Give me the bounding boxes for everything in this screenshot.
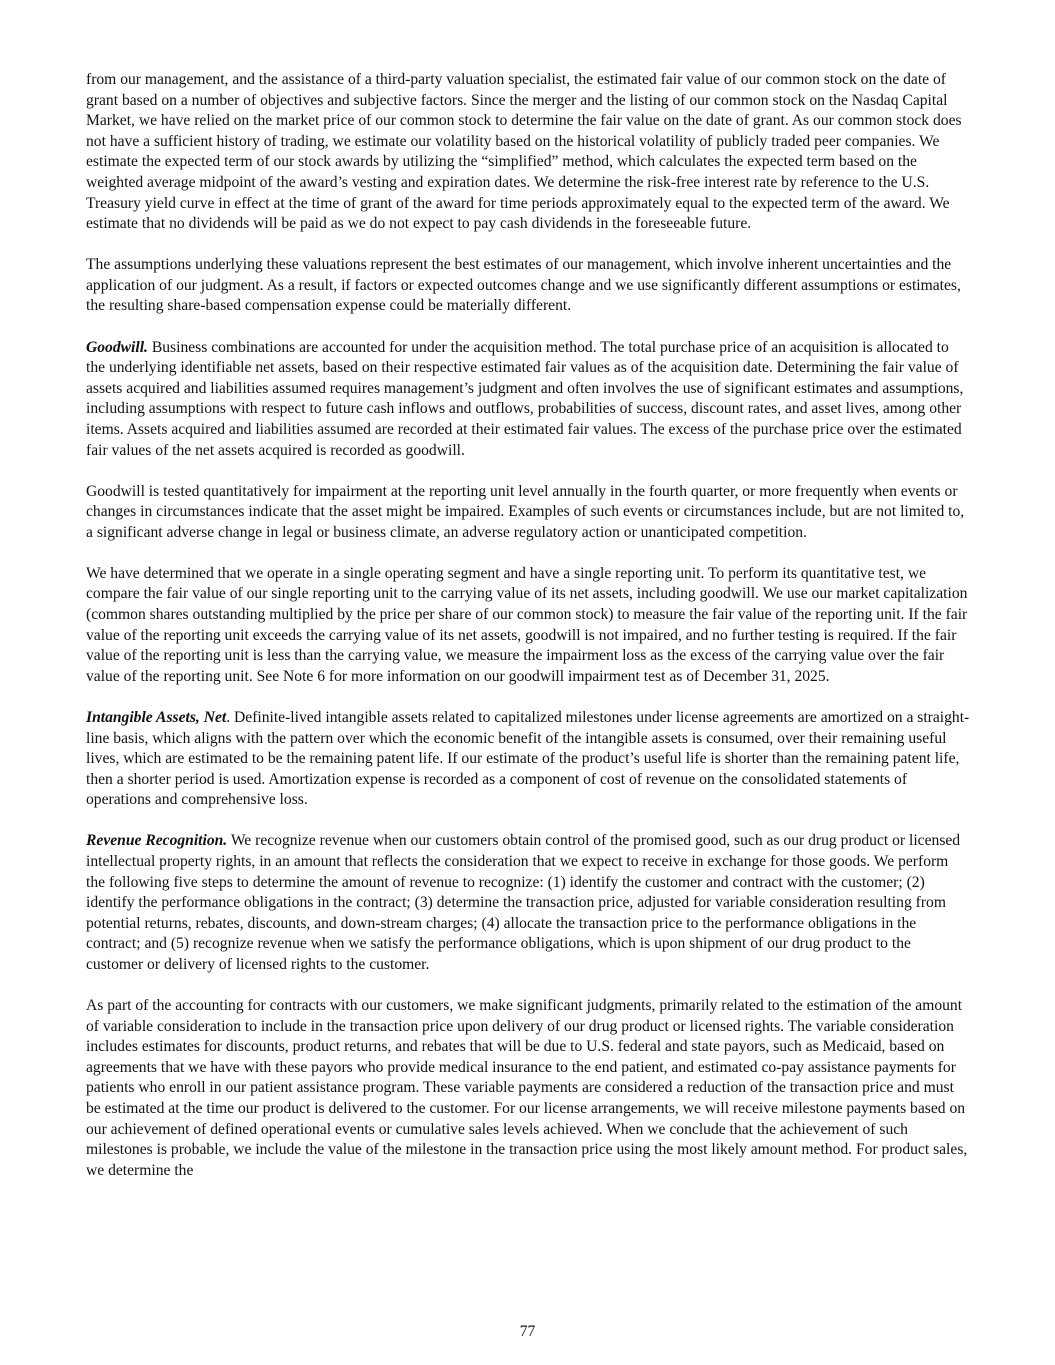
paragraph-body: We recognize revenue when our customers obtain control of the promised good, such as our drug product or licensed intellectual property rights, in an amount that reflects the consideration that we expect to receive in exchange for those goods. We perform the following five steps to determine the amount of revenue to recognize: (1) identify the customer and contract with the customer; (2) identify the performance obligations in the contract; (3) determine the transaction price, adjusted for variable consideration resulting from potential returns, rebates, discounts, and down-stream charges; (4) allocate the transaction price to the performance obligations in the contract; and (5) recognize revenue when we satisfy the performance obligations, which is upon shipment of our drug product to the customer or delivery of licensed rights to the customer. — [86, 832, 961, 973]
paragraph-heading-net: , Net — [195, 708, 227, 726]
paragraph-body: We have determined that we operate in a single operating segment and have a single reporting unit. To perform its quantitative test, we compare the fair value of our single reporting unit to the carrying value of its net assets, including goodwill. We use our market capitalization (common shares outstanding multiplied by the price per share of our common stock) to measure the fair value of the reporting unit. If the fair value of the reporting unit exceeds the carrying value of its net assets, goodwill is not impaired, and no further testing is required. If the fair value of the reporting unit is less than the carrying value, we measure the impairment loss as the excess of the carrying value over the fair value of the reporting unit. See Note 6 for more information on our goodwill impairment test as of December 31, 2025. — [86, 564, 968, 685]
paragraph-heading-intangible-assets: Intangible Assets — [86, 708, 196, 726]
paragraph-assumptions — [86, 255, 970, 317]
paragraph-body: The assumptions underlying these valuations represent the best estimates of our management, which involve inherent uncertainties and the application of our judgment. As a result, if factors or expected outcomes change and we use significantly different assumptions or estimates, the resulting share-based compensation expense could be materially different. — [86, 256, 961, 315]
page-number: 77 — [519, 1323, 536, 1340]
paragraph-body: As part of the accounting for contracts with our customers, we make significant judgments, primarily related to the estimation of the amount of variable consideration to include in the transaction price upon delivery of our drug product or licensed rights. The variable consideration includes estimates for discounts, product returns, and rebates that will be due to U.S. federal and state payors, such as Medicaid, based on agreements that we have with these payors who provide medical insurance to the end patient, and estimated co-pay assistance payments for patients who enroll in our patient assistance program. These variable payments are considered a reduction of the transaction price and must be estimated at the time our product is delivered to the customer. For our license arrangements, we will receive milestone payments based on our achievement of defined operational events or cumulative sales levels achieved. When we conclude that the achievement of such milestones is probable, we include the value of the milestone in the transaction price using the most likely amount method. For product sales, we determine the — [86, 997, 968, 1179]
paragraph-body: Business combinations are accounted for under the acquisition method. The total purchase price of an acquisition is allocated to the underlying identifiable net assets, based on their respective estimated fair values as of the acquisition date. Determining the fair value of assets acquired and liabilities assumed requires management’s judgment and often involves the use of significant estimates and assumptions, including assumptions with respect to future cash inflows and outflows, probabilities of success, discount rates, and asset lives, among other items. Assets acquired and liabilities assumed are recorded at their estimated fair values. The excess of the purchase price over the estimated fair values of the net assets acquired is recorded as goodwill. — [86, 338, 964, 459]
paragraph-goodwill — [86, 338, 970, 462]
paragraph-reporting-unit — [86, 564, 970, 688]
paragraph-heading-revenue-recognition: Revenue Recognition. — [86, 832, 228, 850]
document-page — [86, 70, 970, 1202]
paragraph-heading-goodwill: Goodwill. — [86, 338, 148, 356]
paragraph-variable-consideration — [86, 996, 970, 1181]
paragraph-goodwill-impairment — [86, 482, 970, 544]
paragraph-body: Goodwill is tested quantitatively for impairment at the reporting unit level annually in the fourth quarter, or more frequently when events or changes in circumstances indicate that the asset might be impaired. Examples of such events or circumstances include, but are not limited to, a significant adverse change in legal or business climate, an adverse regulatory action or unanticipated competition. — [86, 482, 965, 541]
paragraph-body: from our management, and the assistance of a third-party valuation specialist, the estimated fair value of our common stock on the date of grant based on a number of objectives and subjective factors. Since the merger and the listing of our common stock on the Nasdaq Capital Market, we have relied on the market price of our common stock to determine the fair value on the date of grant. As our common stock does not have a sufficient history of trading, we estimate our volatility based on the historical volatility of publicly traded peer companies. We estimate the expected term of our stock awards by utilizing the “simplified” method, which calculates the expected term based on the weighted average midpoint of the award’s vesting and expiration dates. We determine the risk-free interest rate by reference to the U.S. Treasury yield curve in effect at the time of grant of the award for time periods approximately equal to the expected term of the award. We estimate that no dividends will be paid as we do not expect to pay cash dividends in the foreseeable future. — [86, 71, 962, 233]
paragraph-intangible-assets — [86, 708, 970, 811]
paragraph-stock-valuation — [86, 70, 970, 235]
paragraph-body: . Definite-lived intangible assets related to capitalized milestones under license agreements are amortized on a straight-line basis, which aligns with the pattern over which the economic benefit of the intangible assets is consumed, over their remaining useful lives, which are estimated to be the remaining patent life. If our estimate of the product’s useful life is shorter than the remaining patent life, then a shorter period is used. Amortization expense is recorded as a component of cost of revenue on the consolidated statements of operations and comprehensive loss. — [86, 708, 970, 809]
paragraph-revenue-recognition — [86, 831, 970, 975]
